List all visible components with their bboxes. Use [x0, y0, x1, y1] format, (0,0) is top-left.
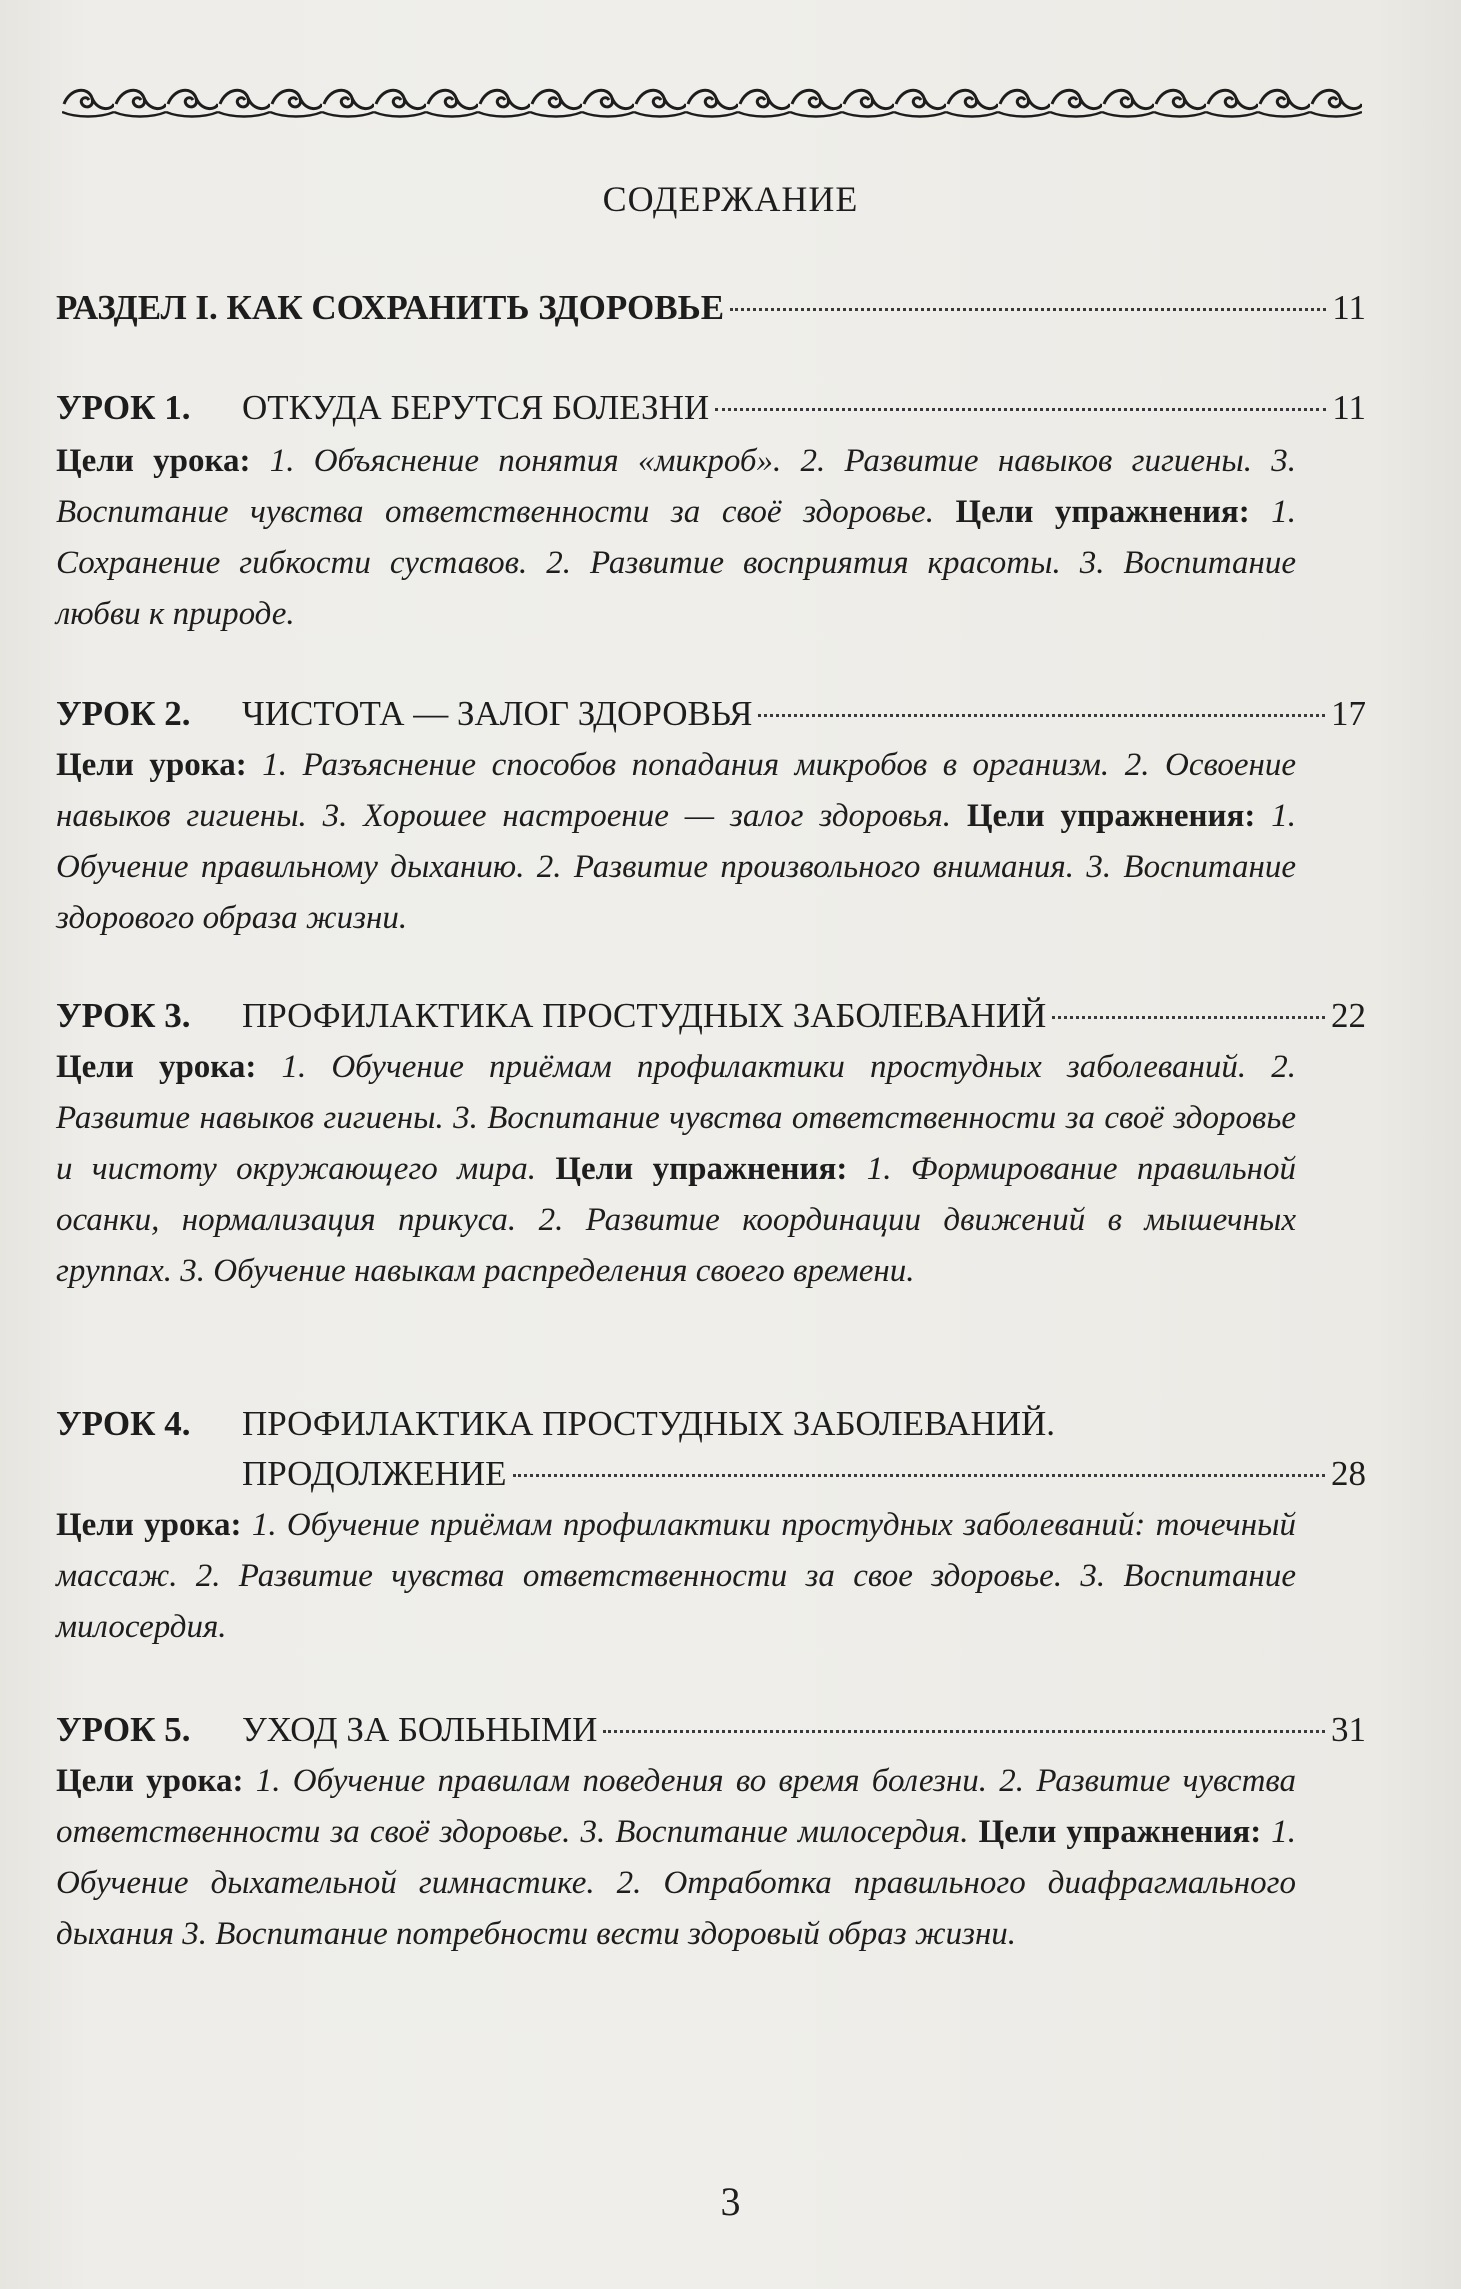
lesson-number: УРОК 4. — [56, 1404, 191, 1443]
dot-leader — [1052, 1016, 1325, 1019]
lesson-goals-text: 1. Обучение приёмам профилактики простудных заболеваний. 2. Развитие навыков гигиены. 3. Воспитание чувства ответственности за своё здоровье и чистоту окружающего мира. — [56, 1049, 1297, 1187]
lesson-title: ОТКУДА БЕРУТСЯ БОЛЕЗНИ — [242, 388, 710, 427]
exercise-goals-label: Цели упражнения: — [955, 494, 1250, 530]
lesson-page-number: 22 — [1331, 996, 1366, 1035]
lesson-1-goals — [56, 436, 1296, 640]
lesson-goals-text: 1. Обучение приёмам профилактики простудных заболеваний: точечный массаж. 2. Развитие чувства ответственности за свое здоровье. 3. Воспитание милосердия. — [56, 1507, 1297, 1645]
decorative-wave-border — [62, 78, 1362, 120]
toc-title: СОДЕРЖАНИЕ — [602, 179, 859, 219]
lesson-title: ПРОФИЛАКТИКА ПРОСТУДНЫХ ЗАБОЛЕВАНИЙ — [242, 996, 1047, 1035]
toc-lesson-1-entry[interactable] — [56, 384, 1366, 432]
lesson-goals-text: 1. Объяснение понятия «микроб». 2. Развитие навыков гигиены. 3. Воспитание чувства ответственности за своё здоровье. — [56, 443, 1296, 530]
dot-leader — [513, 1474, 1325, 1477]
toc-lesson-4-entry[interactable] — [56, 1400, 1366, 1448]
lesson-title: ПРОФИЛАКТИКА ПРОСТУДНЫХ ЗАБОЛЕВАНИЙ. — [242, 1404, 1056, 1443]
exercise-goals-label: Цели упражнения: — [966, 798, 1256, 834]
exercise-goals-text: 1. Обучение дыхательной гимнастике. 2. Отработка правильного диафрагмального дыхания 3. Воспитание потребности вести здоровый образ жизни. — [56, 1814, 1297, 1952]
lesson-2-goals — [56, 740, 1296, 944]
section-page-number: 11 — [1332, 288, 1366, 327]
exercise-goals-text: 1. Сохранение гибкости суставов. 2. Развитие восприятия красоты. 3. Воспитание любви к природе. — [56, 494, 1297, 632]
lesson-goals-text: 1. Разъяснение способов попадания микробов в организм. 2. Освоение навыков гигиены. 3. Хорошее настроение — залог здоровья. — [56, 747, 1297, 834]
lesson-5-goals — [56, 1756, 1296, 1960]
lesson-page-number: 17 — [1331, 694, 1366, 733]
lesson-number: УРОК 1. — [56, 388, 191, 427]
lesson-page-number: 31 — [1331, 1710, 1366, 1749]
toc-lesson-3-entry[interactable] — [56, 992, 1366, 1040]
lesson-goals-label: Цели урока: — [56, 1763, 244, 1799]
dot-leader — [603, 1730, 1325, 1733]
lesson-goals-label: Цели урока: — [56, 747, 247, 783]
lesson-3-goals — [56, 1042, 1296, 1297]
exercise-goals-label: Цели упражнения: — [978, 1814, 1262, 1850]
lesson-title-continued: ПРОДОЛЖЕНИЕ — [242, 1454, 507, 1493]
exercise-goals-label: Цели упражнения: — [555, 1151, 848, 1187]
lesson-title: ЧИСТОТА — ЗАЛОГ ЗДОРОВЬЯ — [242, 694, 753, 733]
lesson-4-goals — [56, 1500, 1296, 1653]
page-number: 3 — [720, 2179, 741, 2224]
lesson-number: УРОК 5. — [56, 1710, 191, 1749]
lesson-page-number: 11 — [1332, 388, 1366, 427]
toc-lesson-5-entry[interactable] — [56, 1706, 1366, 1754]
exercise-goals-text: 1. Формирование правильной осанки, нормализация прикуса. 2. Развитие координации движений в мышечных группах. 3. Обучение навыкам распределения своего времени. — [56, 1151, 1296, 1289]
lesson-number: УРОК 3. — [56, 996, 191, 1035]
lesson-title: УХОД ЗА БОЛЬНЫМИ — [242, 1710, 598, 1749]
lesson-goals-label: Цели урока: — [56, 1507, 242, 1543]
dot-leader — [758, 714, 1325, 717]
dot-leader — [715, 408, 1326, 411]
lesson-goals-text: 1. Обучение правилам поведения во время болезни. 2. Развитие чувства ответственности за своё здоровье. 3. Воспитание милосердия. — [56, 1763, 1297, 1850]
toc-lesson-4-entry-continued[interactable] — [242, 1450, 1366, 1498]
dot-leader — [730, 308, 1326, 311]
lesson-page-number: 28 — [1331, 1454, 1366, 1493]
toc-section-entry[interactable] — [56, 284, 1366, 332]
exercise-goals-text: 1. Обучение правильному дыханию. 2. Развитие произвольного внимания. 3. Воспитание здорового образа жизни. — [56, 798, 1296, 936]
lesson-goals-label: Цели урока: — [56, 1049, 257, 1085]
lesson-number: УРОК 2. — [56, 694, 191, 733]
toc-lesson-2-entry[interactable] — [56, 690, 1366, 738]
section-title: РАЗДЕЛ I. КАК СОХРАНИТЬ ЗДОРОВЬЕ — [56, 288, 725, 327]
lesson-goals-label: Цели урока: — [56, 443, 251, 479]
